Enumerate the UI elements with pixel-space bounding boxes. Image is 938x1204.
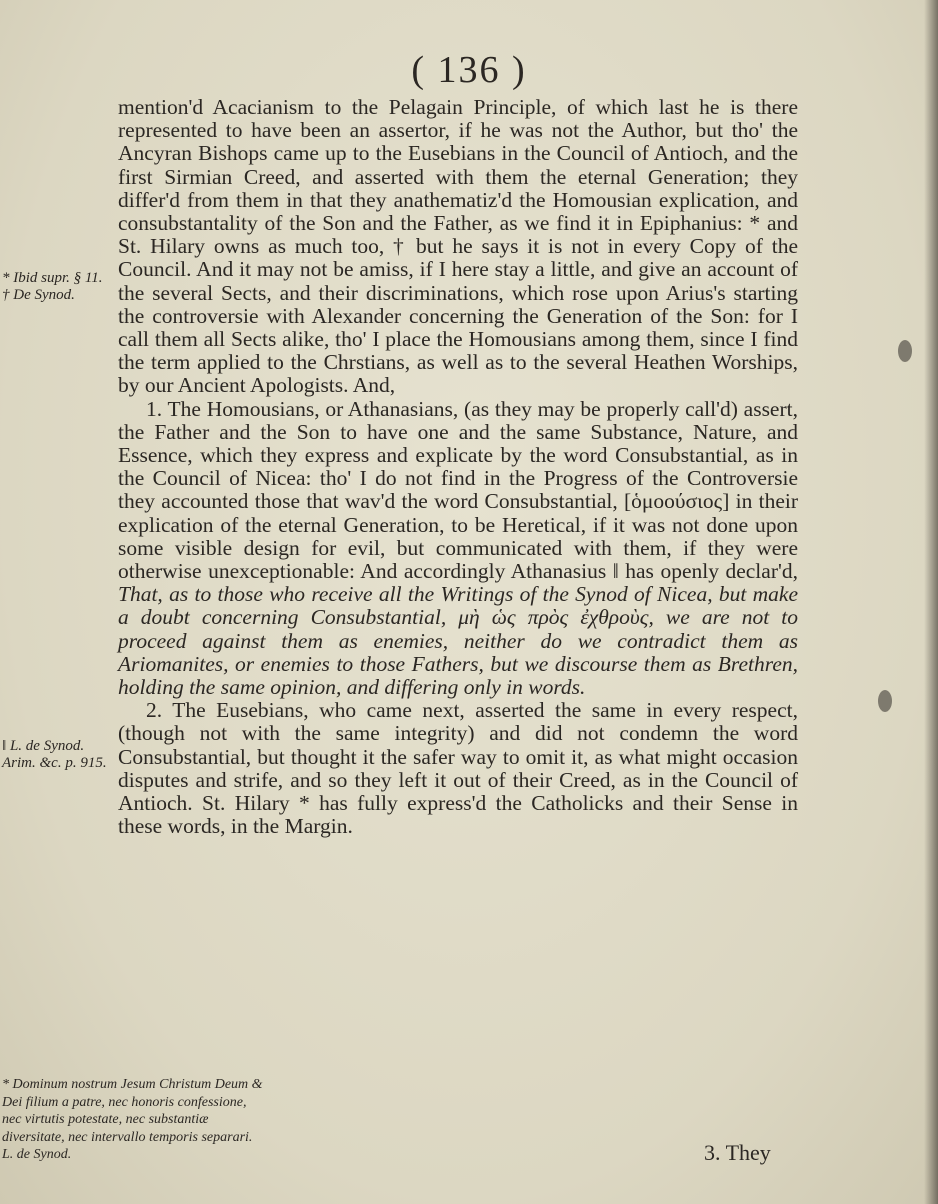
quotation: That, as to those who receive all the Writings of the Synod of Nicea, but make a doubt concerning Consubstantial, μὴ ὡς πρὸς ἐχθροὺς, we are not to proceed against them as enemies, neither do we contradict them as Ariomanites, or enemies to those Fathers, but we discourse them as Brethren, holding the same opinion, and differing only in words. <box>118 582 798 700</box>
catchword: 3. They <box>704 1140 771 1165</box>
paragraph-2-text: 1. The Homousians, or Athanasians, (as they may be properly call'd) assert, the Father and the Son to have one and the same Substance, Nature, and Essence, which they express and explicate by the word Consubstantial, as in the Council of Nicea: tho' I do not find in the Progress of the Controversie they accounted those that wav'd the word Consubstantial, [ὁμοούσιος] in their explication of the eternal Generation, to be Heretical, if it was not done upon some visible design for evil, but communicated with them, if they were otherwise unexceptionable: And accordingly Athanasius ‖ has openly declar'd, <box>118 396 798 584</box>
paragraph-3: 2. The Eusebians, who came next, asserted the same in every respect, (though not with the same integrity) and did not condemn the word Consubstantial, but thought it the safer way to omit it, as what might occasion disputes and strife, and so they left it out of their Creed, as in the Council of Antioch. St. Hilary * has fully express'd the Catholicks and their Sense in these words, in the Margin. <box>118 698 798 839</box>
paragraph-1: mention'd Acacianism to the Pelagain Principle, of which last he is there represented to have been an assertor, if he was not the Author, but tho' the Ancyran Bishops came up to the Eusebians in the Council of Antioch, and the first Sirmian Creed, and asserted with them the eternal Generation; they differ'd from them in that they anathematiz'd the Homousian explication, and consubstantality of the Son and the Father, as we find it in Epiphanius: * and St. Hilary owns as much too, † but he says it is not in every Copy of the Council. And it may not be amiss, if I here stay a little, and give an account of the several Sects, and their discriminations, which rose upon Arius's starting the controversie with Alexander concerning the Generation of the Son: for I call them all Sects alike, tho' I place the Homousians among them, since I find the term applied to the Chrstians, as well as to the several Heathen Worships, by our Ancient Apologists. And, <box>118 95 798 398</box>
ink-blot <box>878 690 892 712</box>
paragraph-2 <box>118 398 798 700</box>
page-number: ( 136 ) <box>411 49 527 91</box>
ink-blot <box>898 340 912 362</box>
page-edge-shadow <box>924 0 938 1204</box>
margin-note-1: * Ibid supr. § 11. † De Synod. <box>2 270 103 303</box>
main-text <box>118 96 798 839</box>
margin-note-2: ‖ L. de Synod. Arim. &c. p. 915. <box>2 738 107 771</box>
margin-note-3: * Dominum nostrum Jesum Christum Deum & Dei filium a patre, nec honoris confessione, nec virtutis potestate, nec substantiæ diversitate, nec intervallo temporis separari. L. de Synod. <box>2 1077 263 1162</box>
